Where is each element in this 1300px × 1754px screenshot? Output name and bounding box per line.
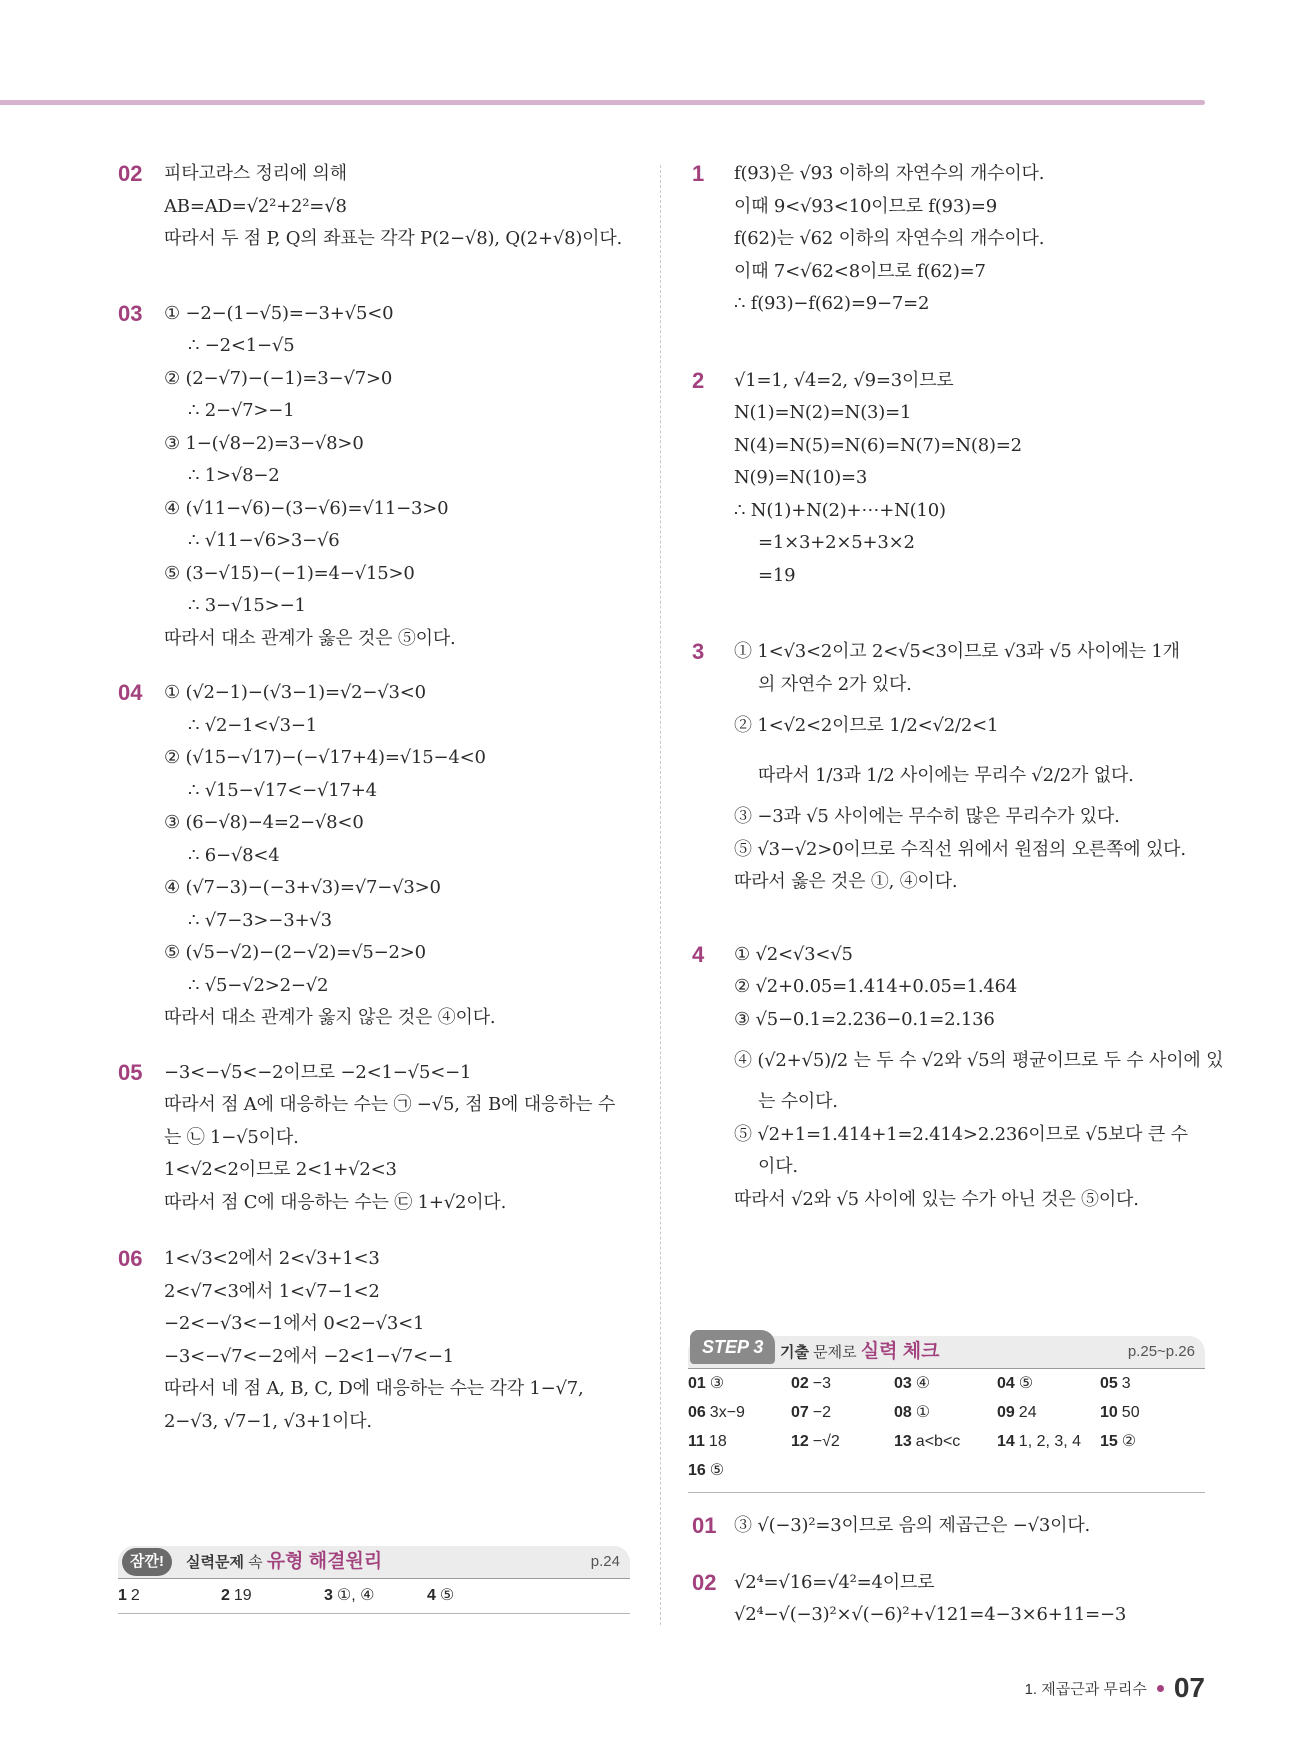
- problem-02: [688, 1567, 1208, 1632]
- answer-value: ①, ④: [336, 1587, 375, 1604]
- answer-item: [427, 1581, 530, 1610]
- solution-line: ⑤ (3−√15)−(−1)=4−√15>0: [164, 562, 415, 584]
- answer-number: 4: [427, 1587, 436, 1604]
- answer-item: [791, 1427, 894, 1456]
- problem-01: [688, 1510, 1208, 1543]
- answer-value: 19: [233, 1587, 252, 1604]
- solution-line: ∴ √15−√17<−√17+4: [188, 779, 377, 801]
- answer-value: 3x−9: [709, 1404, 745, 1421]
- answer-number: 11: [688, 1433, 705, 1450]
- answer-number: 06: [688, 1404, 706, 1421]
- header-rule: [0, 100, 1205, 105]
- quick-title: [186, 1546, 382, 1579]
- answer-item: [1100, 1427, 1203, 1456]
- solution-line: ② (√15−√17)−(−√17+4)=√15−4<0: [164, 747, 486, 768]
- answer-value: ③: [709, 1375, 725, 1392]
- solution-line: 이다.: [758, 1156, 798, 1177]
- solution-line: ∴ 2−√7>−1: [188, 400, 295, 421]
- solution-line: 이때 9<√93<10이므로 f(93)=9: [734, 195, 998, 217]
- solution-line: ∴ −2<1−√5: [188, 335, 295, 356]
- problem-number: 06: [118, 1246, 143, 1271]
- left-column: [118, 158, 633, 1438]
- solution-line: N(4)=N(5)=N(6)=N(7)=N(8)=2: [734, 434, 1022, 456]
- page-footer: [1025, 1672, 1205, 1704]
- step3-title-b: 문제로: [808, 1344, 861, 1361]
- solution-line: ③ √(−3)²=3이므로 음의 제곱근은 −√3이다.: [734, 1515, 1091, 1536]
- solution-line: √1=1, √4=2, √9=3이므로: [734, 369, 954, 391]
- solution-line: ⑤ √2+1=1.414+1=2.414>2.236이므로 √5보다 큰 수: [734, 1123, 1188, 1145]
- right-column: [688, 158, 1224, 1216]
- problem-2: [688, 365, 1208, 593]
- solution-line: ④ (√11−√6)−(3−√6)=√11−3>0: [164, 497, 449, 519]
- answer-value: 50: [1121, 1404, 1140, 1421]
- answer-value: 18: [708, 1433, 727, 1450]
- solution-line: ③ −3과 √5 사이에는 무수히 많은 무리수가 있다.: [734, 806, 1120, 827]
- solution-line: f(62)는 √62 이하의 자연수의 개수이다.: [734, 228, 1045, 249]
- answer-number: 01: [688, 1375, 706, 1392]
- answer-item: [324, 1581, 427, 1610]
- answer-item: [1100, 1369, 1203, 1398]
- solution-line: 는 ㉡ 1−√5이다.: [164, 1126, 299, 1148]
- answer-number: 2: [221, 1587, 230, 1604]
- answer-value: −3: [812, 1375, 832, 1392]
- problem-3: [688, 636, 1208, 899]
- solution-line: ∴ √5−√2>2−√2: [188, 974, 329, 996]
- answer-value: ④: [915, 1375, 931, 1392]
- solution-line: ∴ 3−√15>−1: [188, 595, 306, 616]
- answer-item: [221, 1581, 324, 1610]
- solution-line: ∴ 6−√8<4: [188, 844, 280, 866]
- solution-line: ⑤ (√5−√2)−(2−√2)=√5−2>0: [164, 942, 426, 963]
- problem-number: 2: [692, 367, 705, 393]
- answer-number: 07: [791, 1404, 809, 1421]
- solution-line: =19: [758, 564, 796, 586]
- column-divider: [660, 165, 661, 1625]
- problem-number: 02: [118, 161, 143, 186]
- solution-line: √2⁴−√(−3)²×√(−6)²+√121=4−3×6+11=−3: [734, 1604, 1127, 1625]
- problem-03: [118, 298, 633, 656]
- answer-number: 16: [688, 1462, 706, 1479]
- solution-line: 따라서 점 C에 대응하는 수는 ㉢ 1+√2이다.: [164, 1191, 507, 1213]
- solution-line: −2<−√3<−1에서 0<2−√3<1: [164, 1313, 425, 1334]
- answer-number: 08: [894, 1404, 912, 1421]
- solution-line: ③ (6−√8)−4=2−√8<0: [164, 812, 364, 833]
- step3-title: [780, 1336, 940, 1369]
- solution-line: ③ √5−0.1=2.236−0.1=2.136: [734, 1008, 995, 1030]
- solution-line: 따라서 두 점 P, Q의 좌표는 각각 P(2−√8), Q(2+√8)이다.: [164, 228, 623, 249]
- solution-line: 피타고라스 정리에 의해: [164, 163, 347, 184]
- answer-number: 13: [894, 1433, 912, 1450]
- answer-item: [997, 1369, 1100, 1398]
- solution-line: ④ (√2+√5)/2 는 두 수 √2와 √5의 평균이므로 두 수 사이에 있: [734, 1050, 1224, 1071]
- answer-value: 3: [1121, 1375, 1131, 1392]
- problem-4: [688, 939, 1224, 1217]
- solution-line: =1×3+2×5+3×2: [758, 532, 915, 553]
- quick-badge: 잠깐!: [122, 1548, 172, 1576]
- answer-item: [997, 1427, 1100, 1456]
- answer-number: 05: [1100, 1375, 1118, 1392]
- solution-line: ① √2<√3<√5: [734, 943, 853, 965]
- page-number: 07: [1173, 1672, 1205, 1703]
- solution-line: ① −2−(1−√5)=−3+√5<0: [164, 302, 394, 324]
- answer-item: [894, 1427, 997, 1456]
- solution-line: ① 1<√3<2이고 2<√5<3이므로 √3과 √5 사이에는 1개: [734, 641, 1180, 662]
- problem-number: 01: [692, 1513, 717, 1538]
- solution-line: ∴ 1>√8−2: [188, 465, 280, 486]
- solution-line: ③ 1−(√8−2)=3−√8>0: [164, 432, 364, 454]
- answer-value: 1, 2, 3, 4: [1018, 1433, 1082, 1450]
- problem-number: 4: [692, 941, 705, 967]
- step3-answers-box: [688, 1336, 1205, 1485]
- answer-value: ⑤: [709, 1462, 725, 1479]
- answer-number: 02: [791, 1375, 809, 1392]
- step3-pages: p.25~p.26: [1127, 1343, 1195, 1360]
- problem-06: [118, 1243, 633, 1438]
- answer-value: −2: [812, 1404, 832, 1421]
- solution-line: N(9)=N(10)=3: [734, 467, 868, 488]
- problem-04: [118, 677, 633, 1035]
- solution-line: 따라서 1/3과 1/2 사이에는 무리수 √2/2가 없다.: [758, 765, 1134, 786]
- step3-title-a: 기출: [780, 1344, 809, 1361]
- solution-line: ② √2+0.05=1.414+0.05=1.464: [734, 976, 1018, 997]
- answer-value: 2: [130, 1587, 140, 1604]
- answer-number: 15: [1100, 1433, 1118, 1450]
- solution-line: ② 1<√2<2이므로 1/2<√2/2<1: [734, 715, 999, 736]
- answer-item: [688, 1456, 791, 1485]
- answer-number: 04: [997, 1375, 1015, 1392]
- problem-number: 02: [692, 1569, 717, 1595]
- solution-line: AB=AD=√2²+2²=√8: [164, 195, 347, 217]
- solution-line: 따라서 대소 관계가 옳지 않은 것은 ④이다.: [164, 1007, 496, 1028]
- solution-line: ∴ √11−√6>3−√6: [188, 530, 340, 551]
- problem-02: [118, 158, 633, 256]
- answer-item: [997, 1398, 1100, 1427]
- solution-line: 2−√3, √7−1, √3+1이다.: [164, 1410, 372, 1432]
- answer-number: 09: [997, 1404, 1015, 1421]
- answer-value: ⑤: [439, 1587, 455, 1604]
- answer-value: ②: [1121, 1433, 1137, 1450]
- solution-line: 따라서 √2와 √5 사이에 있는 수가 아닌 것은 ⑤이다.: [734, 1188, 1139, 1210]
- answer-item: [118, 1581, 221, 1610]
- answer-item: [688, 1427, 791, 1456]
- quick-title-a: 실력문제: [186, 1554, 244, 1571]
- step3-badge: STEP 3: [690, 1330, 775, 1364]
- solution-line: ∴ √7−3>−3+√3: [188, 909, 332, 931]
- step3-solutions: [688, 1510, 1208, 1632]
- answer-item: [791, 1398, 894, 1427]
- solution-line: −3<−√7<−2에서 −2<1−√7<−1: [164, 1345, 455, 1367]
- quick-pages: p.24: [590, 1553, 620, 1570]
- answer-item: [894, 1398, 997, 1427]
- solution-line: 는 수이다.: [758, 1091, 838, 1112]
- solution-line: 1<√2<2이므로 2<1+√2<3: [164, 1159, 397, 1180]
- solution-line: 따라서 네 점 A, B, C, D에 대응하는 수는 각각 1−√7,: [164, 1378, 584, 1399]
- quick-title-b: 속: [243, 1554, 267, 1571]
- solution-line: ④ (√7−3)−(−3+√3)=√7−√3>0: [164, 877, 441, 898]
- solution-line: ∴ f(93)−f(62)=9−7=2: [734, 293, 930, 314]
- solution-line: 따라서 대소 관계가 옳은 것은 ⑤이다.: [164, 627, 456, 649]
- quick-bottom-rule: [118, 1613, 630, 1614]
- answer-item: [1100, 1398, 1203, 1427]
- answer-number: 14: [997, 1433, 1015, 1450]
- quick-answers-grid: [118, 1579, 630, 1610]
- solution-line: 따라서 점 A에 대응하는 수는 ㉠ −√5, 점 B에 대응하는 수: [164, 1094, 616, 1115]
- answer-value: −√2: [812, 1433, 840, 1450]
- quick-title-em: 유형 해결원리: [266, 1551, 383, 1572]
- solution-line: ∴ √2−1<√3−1: [188, 714, 317, 736]
- solution-line: 1<√3<2에서 2<√3+1<3: [164, 1248, 380, 1269]
- solution-line: ∴ N(1)+N(2)+⋯+N(10): [734, 499, 946, 521]
- solution-line: f(93)은 √93 이하의 자연수의 개수이다.: [734, 163, 1045, 184]
- answer-value: ①: [915, 1404, 931, 1421]
- chapter-title: 1. 제곱근과 무리수: [1024, 1680, 1147, 1698]
- answer-number: 12: [791, 1433, 809, 1450]
- solution-line: 2<√7<3에서 1<√7−1<2: [164, 1280, 380, 1302]
- solution-line: −3<−√5<−2이므로 −2<1−√5<−1: [164, 1061, 472, 1083]
- answer-number: 03: [894, 1375, 912, 1392]
- answer-number: 10: [1100, 1404, 1118, 1421]
- problem-number: 1: [692, 161, 705, 186]
- answer-value: ⑤: [1018, 1375, 1034, 1392]
- problem-number: 03: [118, 300, 143, 326]
- answer-item: [688, 1398, 791, 1427]
- answer-number: 1: [118, 1587, 127, 1604]
- answer-value: 24: [1018, 1404, 1037, 1421]
- step3-answers-grid: [688, 1369, 1205, 1485]
- quick-answers-box: [118, 1546, 630, 1614]
- answer-value: a<b<c: [915, 1433, 961, 1450]
- answer-item: [688, 1369, 791, 1398]
- solution-line: 따라서 옳은 것은 ①, ④이다.: [734, 871, 958, 892]
- answer-item: [791, 1369, 894, 1398]
- solution-line: ② (2−√7)−(−1)=3−√7>0: [164, 367, 393, 389]
- step3-title-em: 실력 체크: [860, 1341, 940, 1362]
- quick-answers-header: [118, 1546, 630, 1579]
- problem-number: 05: [118, 1059, 143, 1085]
- answer-number: 3: [324, 1587, 333, 1604]
- step3-header: [688, 1336, 1205, 1369]
- solution-line: ① (√2−1)−(√3−1)=√2−√3<0: [164, 682, 426, 703]
- solution-line: √2⁴=√16=√4²=4이므로: [734, 1571, 935, 1593]
- solution-line: N(1)=N(2)=N(3)=1: [734, 402, 912, 423]
- step3-solutions-rule: [688, 1492, 1205, 1493]
- answer-item: [894, 1369, 997, 1398]
- solution-line: ⑤ √3−√2>0이므로 수직선 위에서 원점의 오른쪽에 있다.: [734, 838, 1186, 860]
- problem-number: 3: [692, 639, 705, 664]
- problem-number: 04: [118, 680, 143, 705]
- footer-dot-icon: [1157, 1685, 1164, 1692]
- solution-line: 의 자연수 2가 있다.: [758, 673, 912, 695]
- problem-1: [688, 158, 1208, 321]
- problem-05: [118, 1057, 633, 1220]
- solution-line: 이때 7<√62<8이므로 f(62)=7: [734, 260, 986, 282]
